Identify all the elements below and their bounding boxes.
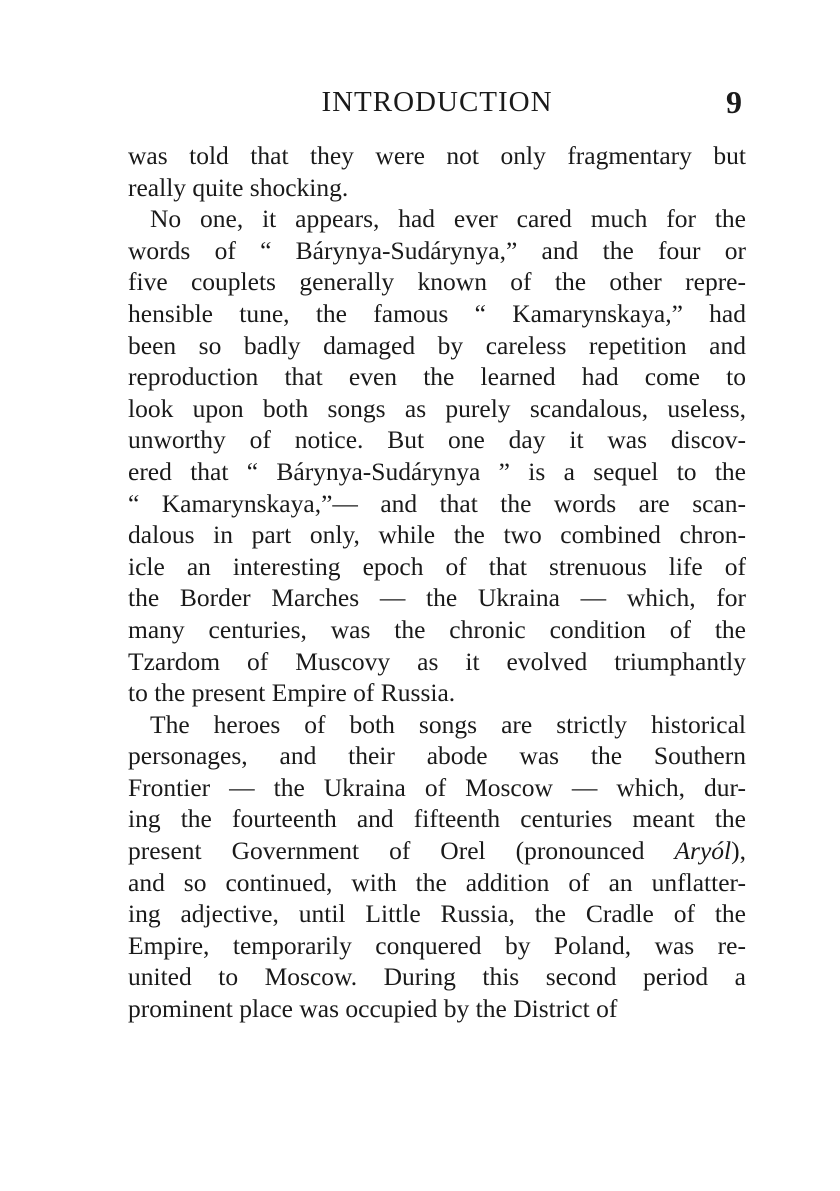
text-line: The heroes of both songs are strictly historical xyxy=(150,709,746,739)
text-line: look upon both songs as purely scandalous, useless, xyxy=(128,393,746,423)
text-line: unworthy of notice. But one day it was discov- xyxy=(128,425,746,455)
text-line: been so badly damaged by careless repetition and xyxy=(128,330,746,360)
book-page xyxy=(128,84,746,1025)
text-line: present Government of Orel (pronounced Aryól), xyxy=(128,836,746,866)
text-line: reproduction that even the learned had come to xyxy=(128,362,746,392)
page-number: 9 xyxy=(726,84,742,120)
text-line: “ Kamarynskaya,”— and that the words are scan- xyxy=(128,488,746,518)
text-line: prominent place was occupied by the District of xyxy=(128,994,618,1024)
paragraph xyxy=(128,140,746,203)
running-head xyxy=(128,84,746,124)
text-line: really quite shocking. xyxy=(128,172,349,202)
body-text xyxy=(128,140,746,1025)
text-line: Tzardom of Muscovy as it evolved triumphantly xyxy=(128,646,746,676)
text-line: words of “ Bárynya-Sudárynya,” and the four or xyxy=(128,235,746,265)
text-line: ing adjective, until Little Russia, the Cradle of the xyxy=(128,899,746,929)
text-line: icle an interesting epoch of that strenuous life of xyxy=(128,551,746,581)
paragraph xyxy=(128,709,746,1025)
text-line: united to Moscow. During this second period a xyxy=(128,962,746,992)
pronunciation-italic: Aryól xyxy=(674,836,732,866)
paragraph xyxy=(128,203,746,709)
text-line: ered that “ Bárynya-Sudárynya ” is a sequel to the xyxy=(128,456,746,486)
text-line: was told that they were not only fragmentary but xyxy=(128,141,746,170)
text-line: dalous in part only, while the two combined chron- xyxy=(128,520,746,550)
text-line: the Border Marches — the Ukraina — which, for xyxy=(128,583,746,613)
text-line: ing the fourteenth and fifteenth centuries meant the xyxy=(128,804,746,834)
text-line: five couplets generally known of the other repre- xyxy=(128,267,746,297)
chapter-title: INTRODUCTION xyxy=(321,86,553,118)
text-line: Frontier — the Ukraina of Moscow — which, dur- xyxy=(128,772,746,802)
text-line: many centuries, was the chronic condition of the xyxy=(128,614,746,644)
text-line: hensible tune, the famous “ Kamarynskaya,” had xyxy=(128,298,746,328)
text-line: to the present Empire of Russia. xyxy=(128,678,456,708)
text-line: personages, and their abode was the Southern xyxy=(128,741,746,771)
text-line: No one, it appears, had ever cared much for the xyxy=(150,204,746,234)
text-line: and so continued, with the addition of an unflatter- xyxy=(128,867,746,897)
text-line: Empire, temporarily conquered by Poland, was re- xyxy=(128,930,746,960)
